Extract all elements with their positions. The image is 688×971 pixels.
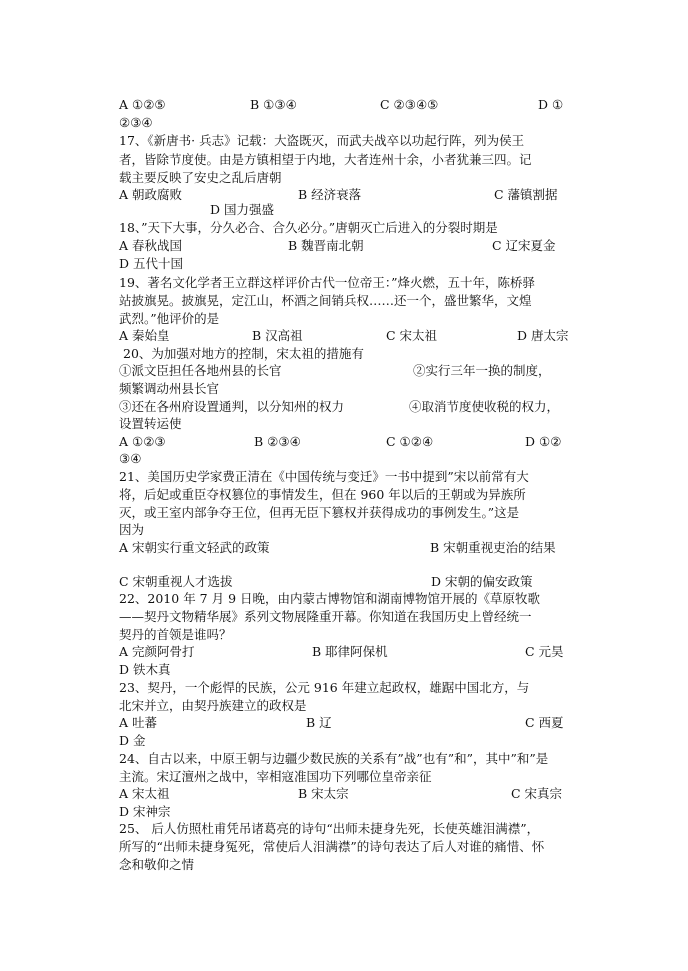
q23-option-c: C 西夏 <box>525 715 564 730</box>
q20-option-c: C ①②④ <box>386 434 434 449</box>
q24-option-c: C 宋真宗 <box>511 786 563 801</box>
q24-option-b: B 宋太宗 <box>298 786 349 801</box>
q17-stem: 者，皆除节度使。由是方镇相望于内地，大者连州十余，小者犹兼三四。记 <box>119 152 532 167</box>
q23-option-a: A 吐蕃 <box>119 715 158 730</box>
q18-option-a: A 春秋战国 <box>119 238 183 253</box>
q19-option-d: D 唐太宗 <box>517 328 569 343</box>
q17-option-d: D 国力强盛 <box>210 202 274 217</box>
q21-stem: 因为 <box>119 522 145 537</box>
q20-item-3: ③还在各州府设置通判，以分知州的权力 <box>119 399 345 414</box>
q22-option-c: C 元昊 <box>525 644 564 659</box>
q21-stem: 将，后妃或重臣夺权篡位的事情发生，但在 960 年以后的王朝或为异族所 <box>119 487 526 502</box>
q24-stem: 24、自古以来，中原王朝与边疆少数民族的关系有”战”也有”和”，其中”和”是 <box>119 751 549 766</box>
q25-stem: 念和敬仰之情 <box>119 857 195 872</box>
q24-option-a: A 宋太祖 <box>119 786 170 801</box>
q21-option-b: B 宋朝重视吏治的结果 <box>430 540 556 555</box>
q20-item-1: ①派文臣担任各地州县的长官 <box>119 363 282 378</box>
q20-option-b: B ②③④ <box>254 434 301 449</box>
q20-option-d-cont: ③④ <box>119 451 142 466</box>
q22-option-d: D 铁木真 <box>119 662 171 677</box>
q21-stem: 灭，或王室内部争夺王位，但再无臣下篡权并获得成功的事例发生。”这是 <box>119 505 520 520</box>
q20-item-4-cont: 设置转运使 <box>119 416 182 431</box>
q20-item-4: ④取消节度使收税的权力， <box>409 399 560 414</box>
q16-option-d: D ① <box>538 97 564 112</box>
q22-stem: 22、2010 年 7 月 9 日晚，由内蒙古博物馆和湖南博物馆开展的《草原牧歌 <box>119 591 540 606</box>
q18-option-b: B 魏晋南北朝 <box>288 238 364 253</box>
q24-option-d: D 宋神宗 <box>119 804 171 819</box>
q17-stem: 载主要反映了安史之乱后唐朝 <box>119 170 282 185</box>
q23-stem: 北宋并立，由契丹族建立的政权是 <box>119 698 307 713</box>
q25-stem: 所写的“出师未捷身冤死，常使后人泪满襟”的诗句表达了后人对谁的痛惜、怀 <box>119 839 545 854</box>
q16-option-c: C ②③④⑤ <box>380 97 439 112</box>
q20-option-d: D ①② <box>525 434 562 449</box>
q18-option-d: D 五代十国 <box>119 256 183 271</box>
q19-stem: 站披旗晃。披旗晃，定江山，杯酒之间销兵权……还一个，盛世繁华，文煌 <box>119 293 532 308</box>
q19-option-b: B 汉高祖 <box>252 328 303 343</box>
q22-stem: 契丹的首领是谁吗？ <box>119 627 232 642</box>
q20-option-a: A ①②③ <box>119 434 166 449</box>
q19-stem: 19、著名文化学者王立群这样评价古代一位帝王：”烽火燃，五十年，陈桥驿 <box>119 275 536 290</box>
q21-option-c: C 宋朝重视人才选拔 <box>119 574 233 589</box>
q18-stem: 18、”天下大事，分久必合、合久必分。”唐朝灭亡后进入的分裂时期是 <box>119 220 498 235</box>
q19-option-a: A 秦始皇 <box>119 328 170 343</box>
q25-stem: 25、 后人仿照杜甫凭吊诸葛亮的诗句“出师未捷身先死，长使英雄泪满襟”， <box>119 821 540 836</box>
q16-option-b: B ①③④ <box>250 97 297 112</box>
q23-option-b: B 辽 <box>306 715 332 730</box>
q17-option-c: C 藩镇割据 <box>494 187 558 202</box>
q21-stem: 21、美国历史学家费正清在《中国传统与变迁》一书中提到”宋以前常有大 <box>119 469 529 484</box>
q19-stem: 武烈。”他评价的是 <box>119 311 220 326</box>
q20-item-2: ②实行三年一换的制度， <box>413 363 551 378</box>
q18-option-c: C 辽宋夏金 <box>492 238 556 253</box>
q17-option-b: B 经济衰落 <box>298 187 362 202</box>
q21-option-a: A 宋朝实行重文轻武的政策 <box>119 540 270 555</box>
q16-option-a: A ①②⑤ <box>119 97 166 112</box>
q23-option-d: D 金 <box>119 733 146 748</box>
q16-option-d-cont: ②③④ <box>119 115 153 130</box>
q20-item-2-cont: 频繁调动州县长官 <box>119 381 220 396</box>
q19-option-c: C 宋太祖 <box>386 328 438 343</box>
q17-option-a: A 朝政腐败 <box>119 187 183 202</box>
q24-stem: 主流。宋辽澶州之战中，宰相寇准国功下列哪位皇帝亲征 <box>119 769 432 784</box>
q20-stem: 20、为加强对地方的控制，宋太祖的措施有 <box>123 346 364 361</box>
q23-stem: 23、契丹，一个彪悍的民族，公元 916 年建立起政权，雄踞中国北方，与 <box>119 680 530 695</box>
q17-stem: 17、《新唐书· 兵志》记载：大盗既灭，而武夫战卒以功起行阵，列为侯王 <box>119 133 525 148</box>
q22-option-b: B 耶律阿保机 <box>312 644 388 659</box>
q21-option-d: D 宋朝的偏安政策 <box>431 574 533 589</box>
q22-option-a: A 完颜阿骨打 <box>119 644 195 659</box>
q22-stem: ——契丹文物精华展》系列文物展隆重开幕。你知道在我国历史上曾经统一 <box>119 609 532 624</box>
